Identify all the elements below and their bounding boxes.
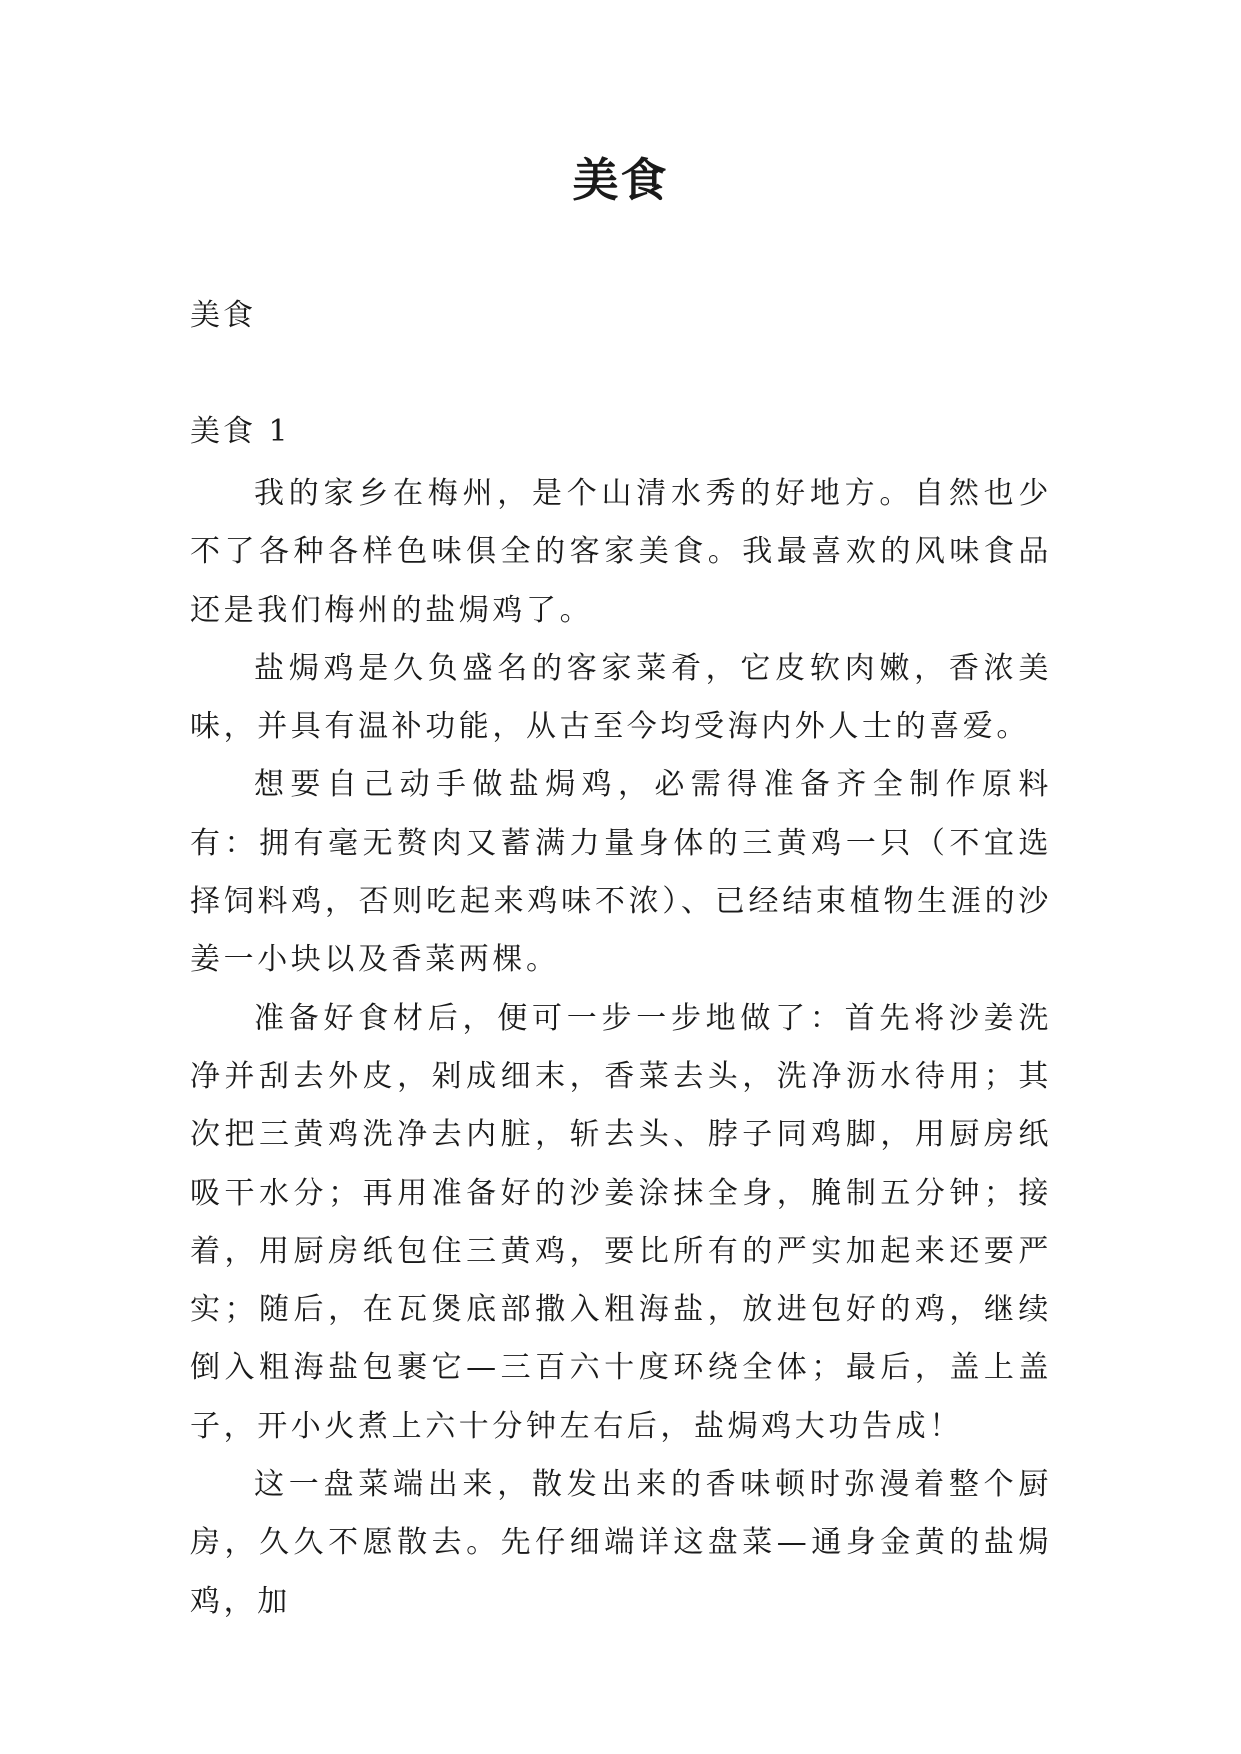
paragraph: 我的家乡在梅州，是个山清水秀的好地方。自然也少不了各种各样色味俱全的客家美食。我最喜欢的风味食品还是我们梅州的盐焗鸡了。 [190,476,1052,628]
paragraph: 盐焗鸡是久负盛名的客家菜肴，它皮软肉嫩，香浓美味，并具有温补功能，从古至今均受海内外人士的喜爱。 [190,650,1052,745]
document-body [190,465,1052,1631]
paragraph: 准备好食材后，便可一步一步地做了：首先将沙姜洗净并刮去外皮，剁成细末，香菜去头，洗净沥水待用；其次把三黄鸡洗净去内脏，斩去头、脖子同鸡脚，用厨房纸吸干水分；再用准备好的沙姜涂抹全身，腌制五分钟；接着，用厨房纸包住三黄鸡，要比所有的严实加起来还要严实；随后，在瓦煲底部撒入粗海盐，放进包好的鸡，继续倒入粗海盐包裹它—三百六十度环绕全体；最后，盖上盖子，开小火煮上六十分钟左右后，盐焗鸡大功告成！ [190,1000,1052,1444]
section-heading: 美食 1 [190,414,291,449]
page-title: 美食 [572,153,669,207]
paragraph: 想要自己动手做盐焗鸡，必需得准备齐全制作原料有：拥有毫无赘肉又蓄满力量身体的三黄鸡一只（不宜选择饲料鸡，否则吃起来鸡味不浓）、已经结束植物生涯的沙姜一小块以及香菜两棵。 [190,767,1052,978]
paragraph: 这一盘菜端出来，散发出来的香味顿时弥漫着整个厨房，久久不愿散去。先仔细端详这盘菜—通身金黄的盐焗鸡，加 [190,1467,1052,1619]
document-subtitle: 美食 [190,298,256,333]
